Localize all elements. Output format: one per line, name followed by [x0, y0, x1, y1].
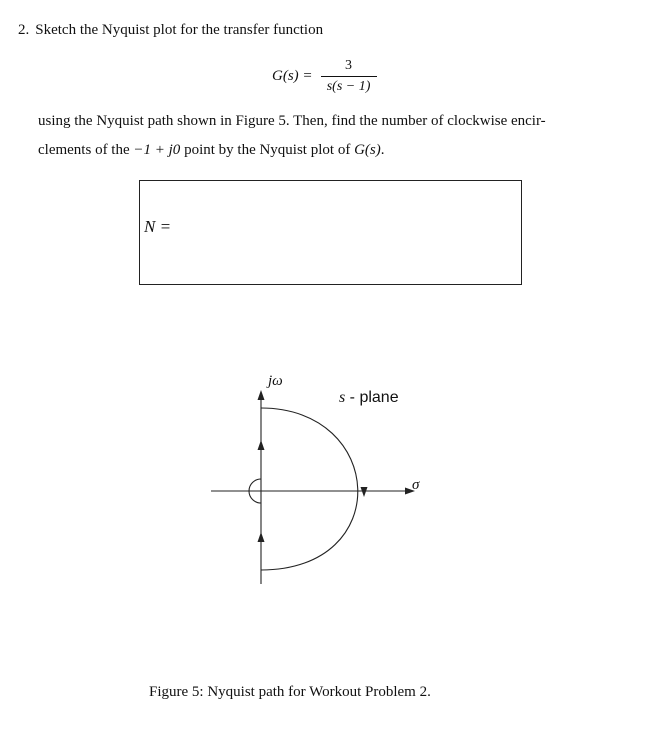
- lower-axis-direction-arrow: [258, 532, 265, 542]
- instruction-function: G(s): [354, 142, 381, 158]
- upper-axis-direction-arrow: [258, 440, 265, 450]
- equation-fraction: [321, 58, 377, 95]
- question-number: 2.: [18, 22, 30, 38]
- instruction-line-2: [38, 142, 384, 159]
- contour-semicircle: [261, 408, 358, 570]
- answer-label: N =: [144, 217, 172, 236]
- plane-label-s: s: [339, 389, 346, 406]
- instruction-point: −1 + j0: [133, 142, 181, 158]
- imaginary-axis-arrowhead: [258, 390, 265, 400]
- question-text: Sketch the Nyquist plot for the transfer function: [35, 22, 324, 38]
- question-prompt: [18, 22, 323, 39]
- semicircle-direction-arrow: [361, 487, 368, 497]
- answer-box[interactable]: [139, 180, 522, 285]
- equation-numerator: 3: [345, 58, 353, 73]
- figure-caption: Figure 5: Nyquist path for Workout Problem 2.: [149, 684, 431, 700]
- nyquist-diagram: [195, 360, 455, 600]
- equation-lhs: G(s) =: [272, 68, 313, 84]
- imaginary-axis-label: jω: [268, 373, 283, 389]
- instruction-line-2-b: point by the Nyquist plot of: [180, 142, 355, 158]
- instruction-line-2-a: clements of the: [38, 142, 134, 158]
- transfer-function-equation: [272, 58, 377, 95]
- instruction-line-2-end: .: [380, 142, 385, 158]
- plane-label: [339, 389, 399, 406]
- instruction-line-1: using the Nyquist path shown in Figure 5. Then, find the number of clockwise encir-: [38, 113, 546, 129]
- plane-label-rest: - plane: [345, 389, 399, 406]
- nyquist-path-figure: [195, 360, 455, 605]
- equation-denominator: s(s − 1): [326, 79, 371, 94]
- real-axis-label: σ: [412, 477, 420, 493]
